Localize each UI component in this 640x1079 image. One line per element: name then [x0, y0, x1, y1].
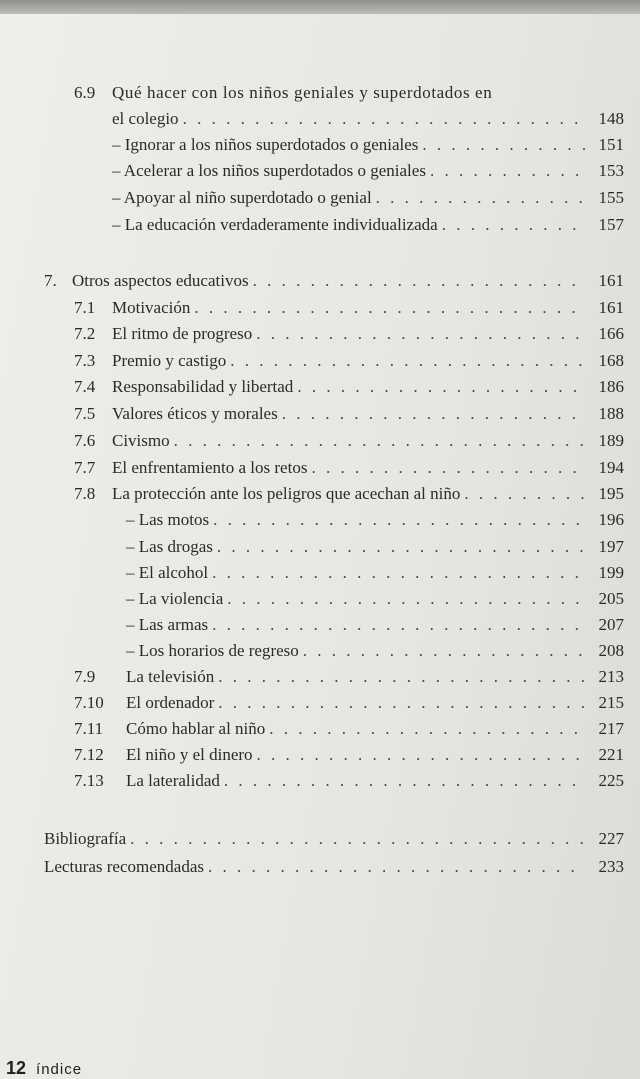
toc-entry: [112, 214, 624, 236]
toc-entry-number: 7.11: [74, 719, 104, 738]
toc-subentry: [126, 536, 624, 558]
toc-entry-number: 7.8: [74, 484, 96, 503]
toc-entry-number: 7.13: [74, 771, 104, 790]
toc-entry-title: Lecturas recomendadas: [44, 857, 204, 876]
toc-entry-page: 148: [598, 109, 624, 128]
toc-entry: [74, 376, 624, 398]
dot-leader: [253, 270, 586, 292]
toc-entry-number: 7.10: [74, 693, 104, 712]
toc-entry-page: 197: [598, 537, 624, 556]
toc-entry-number: 7.6: [74, 431, 96, 450]
toc-entry-page: 151: [598, 135, 624, 154]
toc-entry-title: – El alcohol: [126, 563, 209, 582]
toc-entry: [112, 160, 624, 182]
dot-leader: [376, 187, 586, 209]
dot-leader: [282, 403, 586, 425]
toc-entry-title: Otros aspectos educativos: [72, 271, 249, 290]
toc-entry-title: – La educación verdaderamente individualizada: [112, 215, 438, 234]
toc-entry-page: 155: [598, 188, 624, 207]
toc-entry-title: El enfrentamiento a los retos: [112, 458, 308, 477]
toc-entry-page: 205: [598, 589, 624, 608]
toc-entry-page: 213: [598, 667, 624, 686]
toc-subentry: [126, 640, 624, 662]
toc-entry-page: 168: [598, 351, 624, 370]
dot-leader: [230, 350, 586, 372]
toc-entry-title: La televisión: [126, 667, 215, 686]
toc-entry: [74, 483, 624, 505]
toc-entry-title: – Las motos: [126, 510, 210, 529]
toc-entry-page: 186: [598, 377, 624, 396]
toc-entry-title: El niño y el dinero: [126, 745, 253, 764]
toc-subentry: [126, 562, 624, 584]
toc-subentry: [126, 614, 624, 636]
toc-entry-page: 225: [598, 771, 624, 790]
toc-entry-page: 157: [598, 215, 624, 234]
toc-entry: [74, 82, 586, 104]
toc-entry: [74, 718, 624, 740]
toc-entry-page: 161: [598, 271, 624, 290]
dot-leader: [464, 483, 586, 505]
toc-entry-page: 215: [598, 693, 624, 712]
toc-entry: [112, 134, 624, 156]
toc-entry-page: 188: [598, 404, 624, 423]
toc-entry: [74, 666, 624, 688]
toc-entry-page: 199: [598, 563, 624, 582]
toc-entry-number: 7.9: [74, 667, 96, 686]
toc-entry-number: 7.3: [74, 351, 96, 370]
toc-entry-page: 153: [598, 161, 624, 180]
toc-entry: [74, 403, 624, 425]
toc-entry-page: 208: [598, 641, 624, 660]
toc-entry: [112, 108, 624, 130]
page-footer: [6, 1058, 82, 1079]
toc-entry: [74, 350, 624, 372]
page-top-edge: [0, 0, 640, 14]
toc-entry-number: 7.7: [74, 458, 96, 477]
toc-entry-number: 6.9: [74, 83, 96, 102]
toc-entry-title: – Las armas: [126, 615, 209, 634]
footer-page-number: 12: [6, 1058, 27, 1078]
dot-leader: [256, 323, 586, 345]
toc-entry-page: 194: [598, 458, 624, 477]
dot-leader: [269, 718, 586, 740]
dot-leader: [224, 770, 586, 792]
toc-entry-title: Motivación: [112, 298, 191, 317]
dot-leader: [212, 562, 586, 584]
dot-leader: [303, 640, 586, 662]
toc-entry-title: – Los horarios de regreso: [126, 641, 299, 660]
toc-entry-title: Bibliografía: [44, 829, 127, 848]
toc-entry-title: – Las drogas: [126, 537, 213, 556]
toc-entry-title: La protección ante los peligros que acechan al niño: [112, 484, 461, 503]
toc-entry-title: Cómo hablar al niño: [126, 719, 266, 738]
toc-backmatter-entry: [44, 856, 624, 878]
toc-entry-number: 7.1: [74, 298, 96, 317]
dot-leader: [213, 509, 586, 531]
toc-entry: [74, 457, 624, 479]
dot-leader: [183, 108, 586, 130]
toc-chapter-entry: [44, 270, 624, 292]
toc-entry-page: 233: [598, 857, 624, 876]
toc-entry: [74, 770, 624, 792]
toc-entry: [74, 430, 624, 452]
toc-entry-page: 166: [598, 324, 624, 343]
toc-entry-title: El ritmo de progreso: [112, 324, 253, 343]
dot-leader: [194, 297, 586, 319]
dot-leader: [208, 856, 586, 878]
toc-entry-title: – La violencia: [126, 589, 224, 608]
toc-entry-page: 161: [598, 298, 624, 317]
toc-entry: [74, 323, 624, 345]
dot-leader: [442, 214, 586, 236]
toc-entry-title: Premio y castigo: [112, 351, 227, 370]
dot-leader: [257, 744, 586, 766]
toc-entry: [112, 187, 624, 209]
toc-entry-page: 217: [598, 719, 624, 738]
toc-entry-number: 7.12: [74, 745, 104, 764]
dot-leader: [311, 457, 586, 479]
toc-entry-number: 7.4: [74, 377, 96, 396]
dot-leader: [217, 536, 586, 558]
toc-entry: [74, 297, 624, 319]
toc-entry-page: 221: [598, 745, 624, 764]
toc-subentry: [126, 588, 624, 610]
toc-entry-title: – Acelerar a los niños superdotados o geniales: [112, 161, 426, 180]
dot-leader: [130, 828, 586, 850]
toc-entry-title: Civismo: [112, 431, 170, 450]
toc-entry-page: 189: [598, 431, 624, 450]
dot-leader: [218, 666, 586, 688]
toc-entry-title: – Apoyar al niño superdotado o genial: [112, 188, 372, 207]
toc-subentry: [126, 509, 624, 531]
toc-entry-number: 7.5: [74, 404, 96, 423]
toc-entry-page: 207: [598, 615, 624, 634]
toc-entry-page: 195: [598, 484, 624, 503]
dot-leader: [227, 588, 586, 610]
toc-entry-title: Valores éticos y morales: [112, 404, 278, 423]
toc-entry-title: Responsabilidad y libertad: [112, 377, 294, 396]
dot-leader: [212, 614, 586, 636]
toc-entry-title: El ordenador: [126, 693, 215, 712]
toc-entry-title: Qué hacer con los niños geniales y superdotados en: [112, 83, 493, 102]
dot-leader: [218, 692, 586, 714]
dot-leader: [174, 430, 586, 452]
toc-entry: [74, 744, 624, 766]
toc-entry-number: 7.2: [74, 324, 96, 343]
toc-entry-title: La lateralidad: [126, 771, 220, 790]
toc-entry-number: 7.: [44, 271, 57, 290]
footer-section-title: índice: [36, 1061, 83, 1078]
toc-entry-title: el colegio: [112, 109, 179, 128]
toc-entry-page: 196: [598, 510, 624, 529]
dot-leader: [297, 376, 586, 398]
toc-entry-page: 227: [598, 829, 624, 848]
toc-entry-title: – Ignorar a los niños superdotados o geniales: [112, 135, 419, 154]
dot-leader: [422, 134, 586, 156]
toc-backmatter-entry: [44, 828, 624, 850]
dot-leader: [430, 160, 586, 182]
toc-entry: [74, 692, 624, 714]
book-page: [0, 14, 640, 1079]
